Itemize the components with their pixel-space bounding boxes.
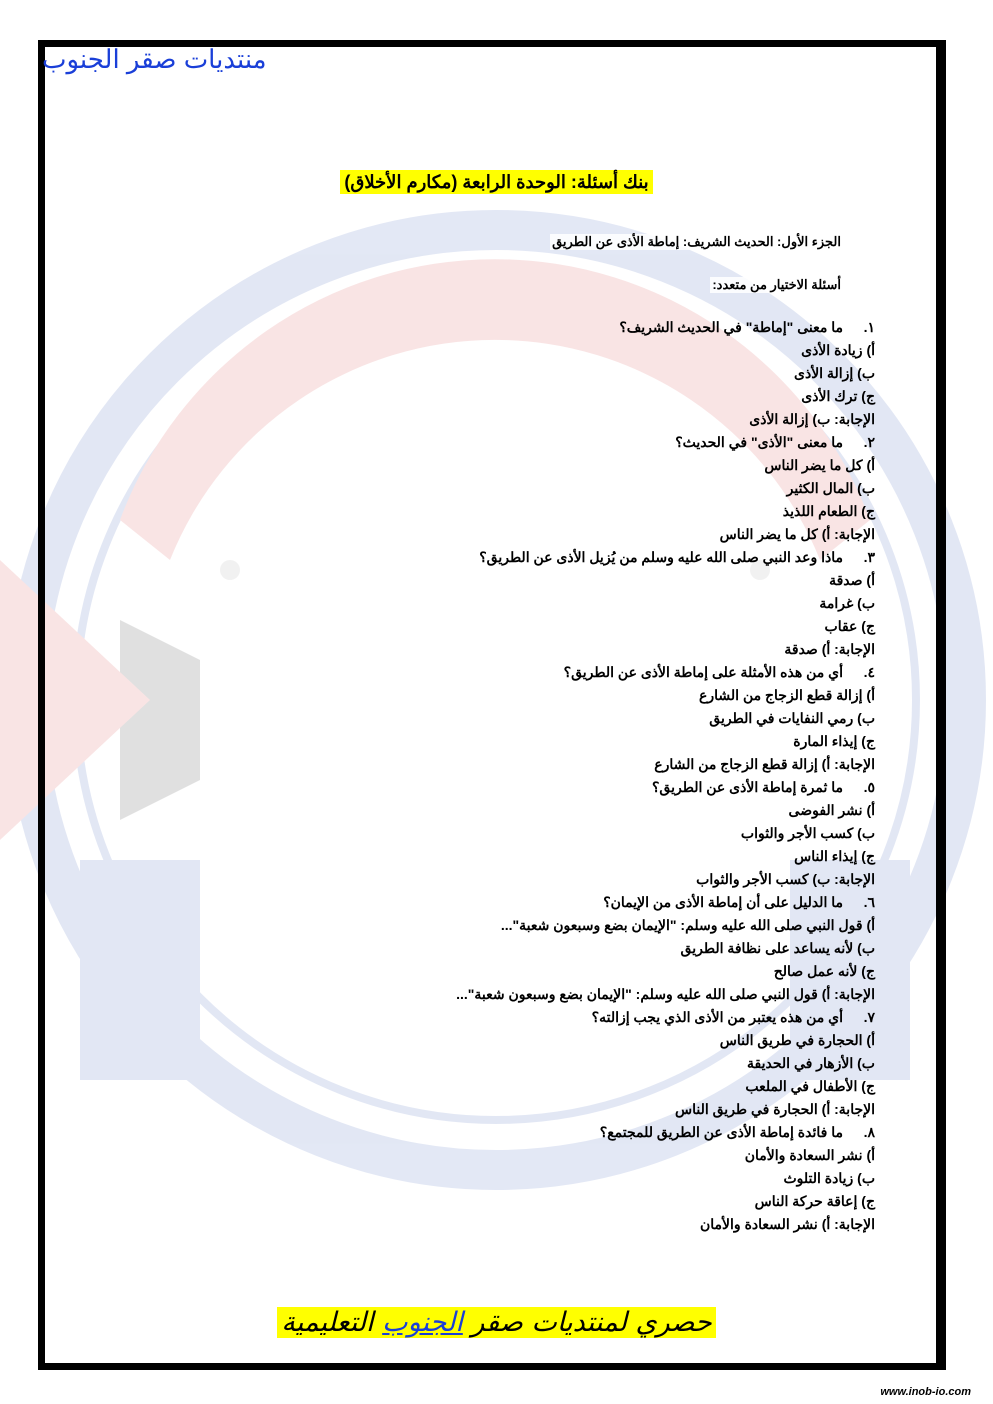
question-text: أي من هذه يعتبر من الأذى الذي يجب إزالته؟ — [591, 1009, 843, 1025]
question-line — [135, 431, 875, 454]
option-b: ب) لأنه يساعد على نظافة الطريق — [680, 940, 875, 956]
answer-line: الإجابة: أ) إزالة قطع الزجاج من الشارع — [654, 756, 875, 772]
question-text: ما فائدة إماطة الأذى عن الطريق للمجتمع؟ — [599, 1124, 843, 1140]
question-number: ١. — [863, 319, 875, 335]
footer-part1: حصري لمنتديات صقر — [462, 1307, 712, 1338]
answer-line: الإجابة: أ) نشر السعادة والأمان — [700, 1216, 875, 1232]
footer-text — [277, 1307, 715, 1338]
question-list — [135, 316, 875, 1236]
site-url: www.inob-io.com — [880, 1386, 971, 1398]
option-c: ج) إيذاء المارة — [793, 733, 875, 749]
answer-line: الإجابة: ب) إزالة الأذى — [749, 411, 875, 427]
option-b: ب) الأزهار في الحديقة — [747, 1055, 875, 1071]
option-a: أ) قول النبي صلى الله عليه وسلم: "الإيمان بضع وسبعون شعبة"... — [500, 917, 875, 933]
option-b: ب) غرامة — [819, 595, 875, 611]
question-number: ٥. — [863, 779, 875, 795]
option-b: ب) المال الكثير — [786, 480, 875, 496]
option-a: أ) صدقة — [829, 572, 875, 588]
option-a: أ) الحجارة في طريق الناس — [719, 1032, 875, 1048]
question-line — [135, 546, 875, 569]
question-number: ٧. — [863, 1009, 875, 1025]
option-b: ب) إزالة الأذى — [794, 365, 875, 381]
option-c: ج) لأنه عمل صالح — [773, 963, 875, 979]
footer-part2: التعليمية — [281, 1307, 383, 1338]
option-c: ج) إيذاء الناس — [794, 848, 875, 864]
question-number: ٨. — [863, 1124, 875, 1140]
question-line — [135, 1006, 875, 1029]
page-title-block — [0, 172, 993, 193]
answer-line: الإجابة: أ) قول النبي صلى الله عليه وسلم: "الإيمان بضع وسبعون شعبة"... — [456, 986, 875, 1002]
question-item — [135, 891, 875, 1006]
question-item — [135, 776, 875, 891]
question-item — [135, 1121, 875, 1236]
option-c: ج) ترك الأذى — [801, 388, 875, 404]
question-text: ماذا وعد النبي صلى الله عليه وسلم من يُزيل الأذى عن الطريق؟ — [479, 549, 843, 565]
question-number: ٤. — [863, 664, 875, 680]
footer-banner — [0, 1307, 993, 1338]
mc-heading: أسئلة الاختيار من متعدد: — [712, 277, 841, 292]
question-number: ٣. — [863, 549, 875, 565]
option-a: أ) نشر الفوضى — [788, 802, 875, 818]
question-item — [135, 546, 875, 661]
question-line — [135, 316, 875, 339]
question-line — [135, 776, 875, 799]
question-text: ما الدليل على أن إماطة الأذى من الإيمان؟ — [603, 894, 843, 910]
question-item — [135, 431, 875, 546]
page-title: بنك أسئلة: الوحدة الرابعة (مكارم الأخلاق) — [340, 170, 652, 194]
answer-line: الإجابة: ب) كسب الأجر والثواب — [696, 871, 875, 887]
question-text: ما معنى "إماطة" في الحديث الشريف؟ — [619, 319, 843, 335]
question-number: ٢. — [863, 434, 875, 450]
option-a: أ) نشر السعادة والأمان — [744, 1147, 875, 1163]
question-number: ٦. — [863, 894, 875, 910]
option-c: ج) عقاب — [824, 618, 875, 634]
answer-line: الإجابة: أ) الحجارة في طريق الناس — [675, 1101, 875, 1117]
option-c: ج) الطعام اللذيذ — [782, 503, 875, 519]
question-item — [135, 316, 875, 431]
question-line — [135, 1121, 875, 1144]
option-c: ج) الأطفال في الملعب — [745, 1078, 875, 1094]
option-a: أ) إزالة قطع الزجاج من الشارع — [699, 687, 875, 703]
option-b: ب) رمي النفايات في الطريق — [709, 710, 875, 726]
answer-line: الإجابة: أ) صدقة — [784, 641, 875, 657]
footer-highlight: الجنوب — [382, 1307, 463, 1338]
part-title: الجزء الأول: الحديث الشريف: إماطة الأذى عن الطريق — [552, 234, 841, 249]
option-b: ب) كسب الأجر والثواب — [740, 825, 875, 841]
option-a: أ) زيادة الأذى — [801, 342, 875, 358]
question-item — [135, 1006, 875, 1121]
question-text: أي من هذه الأمثلة على إماطة الأذى عن الطريق؟ — [563, 664, 843, 680]
forum-brand: منتديات صقر الجنوب — [42, 44, 267, 74]
question-text: ما ثمرة إماطة الأذى عن الطريق؟ — [651, 779, 843, 795]
question-item — [135, 661, 875, 776]
question-line — [135, 891, 875, 914]
question-line — [135, 661, 875, 684]
option-a: أ) كل ما يضر الناس — [764, 457, 875, 473]
option-b: ب) زيادة التلوث — [783, 1170, 875, 1186]
answer-line: الإجابة: أ) كل ما يضر الناس — [719, 526, 875, 542]
question-text: ما معنى "الأذى" في الحديث؟ — [675, 434, 843, 450]
option-c: ج) إعاقة حركة الناس — [754, 1193, 875, 1209]
